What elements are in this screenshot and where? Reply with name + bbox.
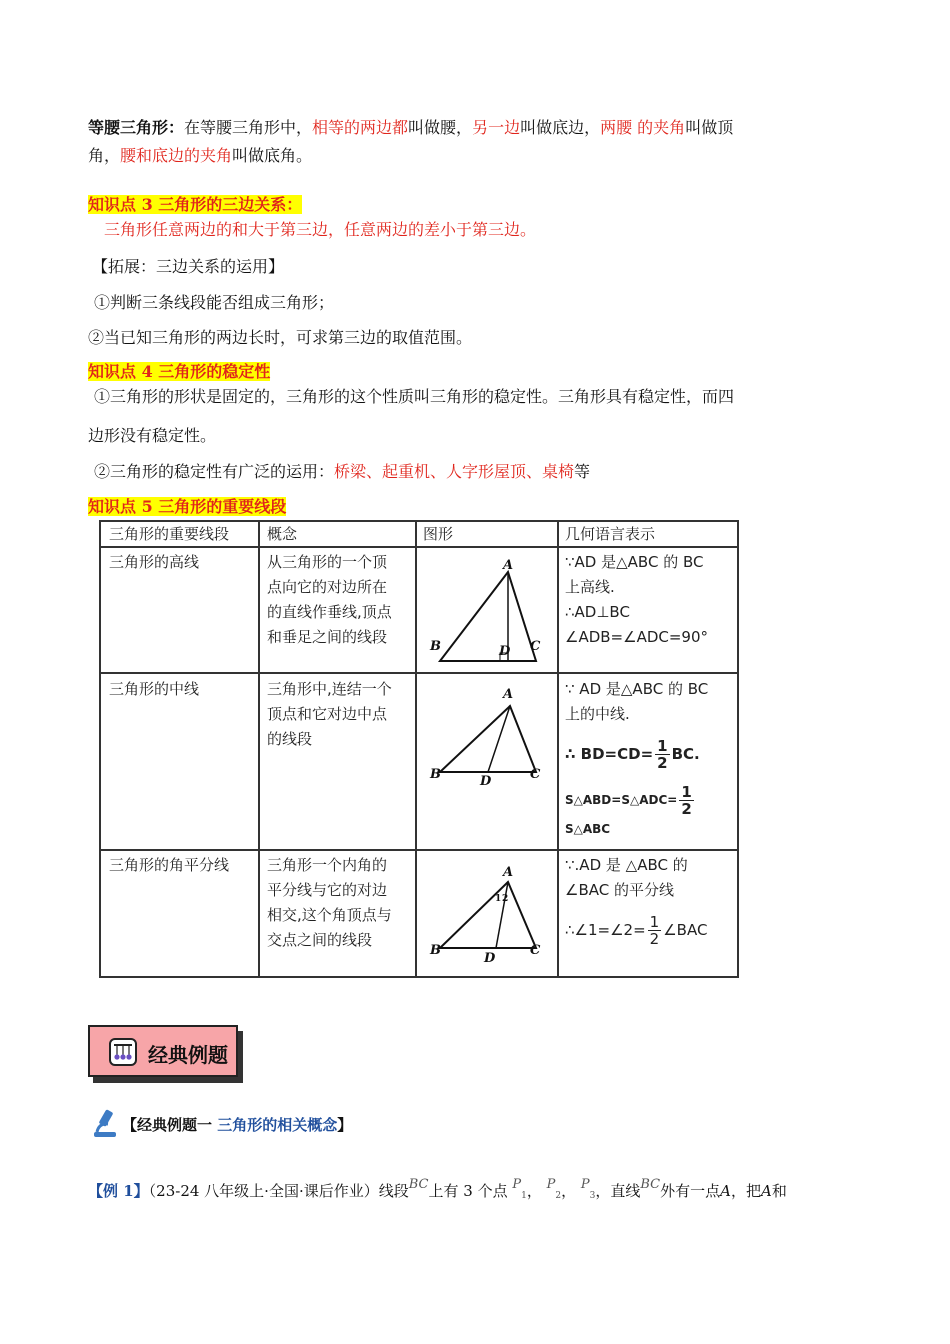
badge-face	[88, 1025, 238, 1077]
point-a-label: A	[503, 687, 514, 702]
row-bisector-language	[565, 853, 688, 903]
header-concept: 概念	[267, 525, 298, 543]
median-figure	[426, 692, 548, 774]
median-equation-1	[565, 738, 700, 771]
numerator: 1	[649, 913, 660, 931]
math-a: A	[720, 1182, 731, 1200]
lang-line: 上的中线.	[565, 705, 630, 723]
term-isosceles: 等腰三角形：	[88, 118, 185, 137]
concept-line: 交点之间的线段	[267, 931, 373, 949]
kp4-item-1a: ①三角形的形状是固定的，三角形的这个性质叫三角形的稳定性。三角形具有稳定性，而四	[94, 387, 735, 406]
text: ∴ BD=CD=	[565, 745, 654, 763]
concept-line: 的线段	[267, 730, 313, 748]
numerator: 1	[681, 783, 692, 801]
cradle-icon	[108, 1037, 138, 1067]
math-p: P	[580, 1177, 590, 1192]
point-c-label: C	[530, 767, 541, 782]
concept-line: 顶点和它对边中点	[267, 705, 388, 723]
lang-line: 上高线.	[565, 578, 615, 596]
row-median-language	[565, 677, 708, 727]
triangle-abc	[440, 572, 536, 661]
kp3-extension: 【拓展：三边关系的运用】	[92, 257, 285, 276]
lang-line: ∵AD 是△ABC 的 BC	[565, 553, 704, 571]
text: 叫做底边，	[520, 118, 601, 137]
point-b-label: B	[430, 639, 441, 654]
text: ∠BAC	[663, 921, 708, 939]
kp4-item-1b: 边形没有稳定性。	[88, 426, 217, 445]
text: 叫做底角。	[232, 146, 313, 165]
text: BC.	[671, 745, 700, 763]
fraction-half	[655, 738, 669, 771]
concept-line: 相交,这个角顶点与	[267, 906, 392, 924]
lang-line: ∵ AD 是△ABC 的 BC	[565, 680, 709, 698]
kp5-title-row	[88, 492, 868, 522]
row-altitude-language	[565, 550, 708, 650]
math-sub: 2	[555, 1191, 562, 1201]
classic-examples-badge	[88, 1025, 244, 1083]
denominator: 2	[681, 800, 692, 818]
kp3-item-2: ②当已知三角形的两边长时，可求第三边的取值范围。	[88, 328, 473, 347]
text: S△ABD=S△ADC=	[565, 793, 678, 807]
row-altitude-concept	[267, 550, 392, 650]
math-p: P	[512, 1177, 522, 1192]
red-text: 相等的两边都	[312, 118, 409, 137]
red-text: 另一边	[472, 118, 521, 137]
badge-label: 经典例题	[148, 1043, 228, 1067]
concept-line: 三角形一个内角的	[267, 856, 388, 874]
header-geometry-language: 几何语言表示	[565, 525, 656, 543]
important-segments-table	[99, 520, 739, 978]
point-d-label: D	[499, 644, 511, 659]
point-c-label: C	[530, 639, 541, 654]
point-a-label: A	[503, 558, 514, 573]
row-altitude-name: 三角形的高线	[109, 553, 200, 571]
text: ∴∠1=∠2=	[565, 921, 646, 939]
kp4-item-2	[94, 457, 874, 487]
isosceles-definition-line-1	[88, 113, 868, 143]
math-bc: BC	[408, 1177, 429, 1192]
lang-line: ∴AD⊥BC	[565, 603, 630, 621]
numerator: 1	[657, 737, 668, 755]
text: 叫做腰，	[408, 118, 473, 137]
kp3-item-1: ①判断三条线段能否组成三角形；	[94, 293, 335, 312]
concept-line: 点向它的对边所在	[267, 578, 388, 596]
example-heading	[122, 1110, 902, 1140]
denominator: 2	[649, 930, 660, 948]
point-d-label: D	[484, 951, 496, 966]
math-a: A	[761, 1182, 772, 1200]
math-sub: 1	[521, 1191, 527, 1201]
text: ，把	[731, 1182, 762, 1200]
text: ，直线	[595, 1182, 641, 1200]
col-divider	[258, 522, 260, 976]
row-median-concept	[267, 677, 392, 752]
denominator: 2	[657, 754, 668, 772]
concept-line: 从三角形的一个顶	[267, 553, 388, 571]
bisector-figure	[426, 870, 548, 952]
concept-line: 三角形中,连结一个	[267, 680, 392, 698]
fraction-half	[679, 784, 693, 817]
col-divider	[557, 522, 559, 976]
kp3-rule: 三角形任意两边的和大于第三边，任意两边的差小于第三边。	[104, 220, 537, 239]
example-heading-title: 三角形的相关概念	[217, 1116, 338, 1134]
text: 上有 3 个点	[428, 1182, 508, 1200]
row-divider	[101, 672, 737, 674]
header-segment: 三角形的重要线段	[109, 525, 230, 543]
row-divider	[101, 849, 737, 851]
point-b-label: B	[430, 767, 441, 782]
text: 【经典例题一	[122, 1116, 218, 1134]
text: 外有一点	[660, 1182, 721, 1200]
point-d-label: D	[480, 774, 492, 789]
kp4-title: 知识点 4 三角形的稳定性	[88, 362, 271, 381]
concept-line: 的直线作垂线,顶点	[267, 603, 392, 621]
bisector-equation	[565, 914, 707, 947]
red-text: 两腰 的夹角	[600, 118, 686, 137]
row-median-name: 三角形的中线	[109, 680, 200, 698]
example-tag: 【例 1】	[88, 1182, 149, 1200]
point-c-label: C	[530, 943, 541, 958]
math-sub: 3	[589, 1191, 596, 1201]
text: 叫做顶	[685, 118, 734, 137]
point-b-label: B	[430, 943, 441, 958]
concept-line: 平分线与它的对边	[267, 881, 388, 899]
example-1-text: 【例 1】（23-24 八年级上·全国·课后作业）线段BC上有 3 个点 P1， P2， P3，直线BC外有一点A，把A和	[88, 1177, 787, 1201]
text: 等	[574, 462, 591, 481]
isosceles-definition-line-2	[88, 141, 868, 171]
math-bc: BC	[640, 1177, 661, 1192]
math-p: P	[546, 1177, 556, 1192]
row-bisector-name: 三角形的角平分线	[109, 856, 230, 874]
header-figure: 图形	[423, 525, 454, 543]
lang-line: ∵.AD 是 △ABC 的	[565, 856, 688, 874]
triangle-abc	[440, 882, 536, 948]
concept-line: 和垂足之间的线段	[267, 628, 388, 646]
text: 】	[337, 1116, 353, 1134]
red-text: 桥梁、起重机、人字形屋顶、桌椅	[334, 462, 575, 481]
kp3-title: 知识点 3 三角形的三边关系：	[88, 195, 303, 214]
median-equation-2	[565, 784, 737, 842]
kp5-title: 知识点 5 三角形的重要线段	[88, 497, 287, 516]
lang-line: ∠ADB=∠ADC=90°	[565, 628, 709, 646]
triangle-abc	[440, 706, 536, 772]
row-bisector-concept	[267, 853, 392, 953]
red-text: 腰和底边的夹角	[120, 146, 233, 165]
angle-2-label: 2	[502, 894, 509, 904]
microscope-icon	[88, 1108, 120, 1140]
point-a-label: A	[503, 865, 514, 880]
text: S△ABC	[565, 822, 611, 836]
text: （23-24 八年级上·全国·课后作业）线段	[148, 1182, 409, 1200]
text: ②三角形的稳定性有广泛的运用：	[94, 462, 335, 481]
text: 在等腰三角形中，	[184, 118, 313, 137]
text: 角，	[88, 146, 121, 165]
angle-1-label: 1	[495, 894, 502, 904]
text: 和	[771, 1182, 787, 1200]
lang-line: ∠BAC 的平分线	[565, 881, 674, 899]
col-divider	[415, 522, 417, 976]
fraction-half	[648, 914, 662, 947]
